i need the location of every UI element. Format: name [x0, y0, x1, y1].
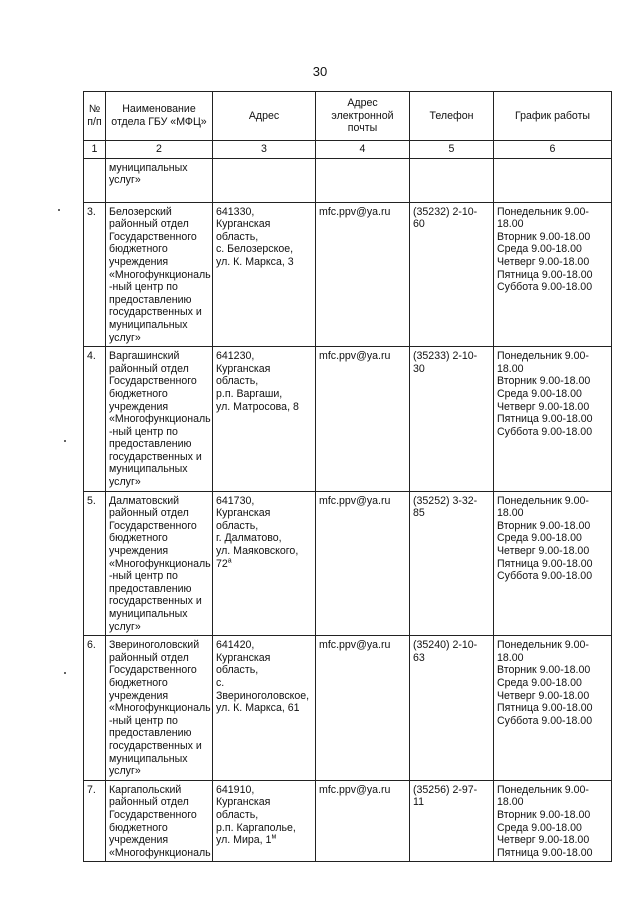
table-row — [84, 636, 612, 781]
cell-phone — [410, 780, 494, 862]
text-line: 6. — [87, 639, 96, 652]
text-line: районный отдел — [109, 796, 189, 809]
text-line: учреждения — [109, 400, 169, 413]
text-line: с. Белозерское, — [216, 243, 294, 256]
text-line: ул. Маяковского, — [216, 545, 299, 558]
text-line: mfc.ppv@ya.ru — [319, 205, 391, 218]
cell-phone — [410, 158, 494, 202]
text-line: Пятница 9.00-18.00 — [497, 413, 593, 426]
text-line: Понедельник 9.00- — [497, 783, 589, 796]
column-number: 5 — [410, 141, 494, 159]
superscript: м — [271, 833, 277, 841]
scan-mark — [64, 440, 66, 442]
text-line: 641420, — [216, 639, 255, 652]
header-row — [84, 92, 612, 141]
text-line: муниципальных — [109, 752, 188, 765]
text-line: Белозерский — [109, 205, 172, 218]
text-line: Наименование — [122, 103, 196, 116]
text-line: Курганская — [216, 796, 271, 809]
text-line: р.п. Варгаши, — [216, 387, 283, 400]
text-line: Четверг 9.00-18.00 — [497, 834, 590, 847]
text-line: Понедельник 9.00- — [497, 639, 589, 652]
text-line: (35233) 2-10- — [413, 350, 478, 363]
text-line: 18.00 — [497, 651, 524, 664]
text-line: государственных и — [109, 595, 202, 608]
text-line: Вторник 9.00-18.00 — [497, 230, 591, 243]
text-line: «Многофункциональ — [109, 702, 211, 715]
text-line: г. Далматово, — [216, 532, 282, 545]
cell-email — [316, 158, 410, 202]
cell-schedule — [494, 491, 612, 636]
page-number: 30 — [312, 64, 328, 79]
text-line: муниципальных — [109, 608, 188, 620]
text-line: 641730, — [216, 494, 255, 507]
text-line: Четверг 9.00-18.00 — [497, 689, 590, 702]
text-line: -ный центр по — [109, 570, 178, 583]
text-line: Пятница 9.00-18.00 — [497, 846, 593, 859]
text-line: Пятница 9.00-18.00 — [497, 557, 593, 570]
text-line: mfc.ppv@ya.ru — [319, 494, 391, 507]
text-line: Государственного — [109, 230, 197, 243]
text-line: -ный центр по — [109, 425, 178, 438]
text-line: услуг» — [109, 765, 141, 778]
column-number: 1 — [84, 141, 106, 159]
cell-phone — [410, 491, 494, 636]
text-line: почты — [347, 122, 378, 135]
text-line: Адрес — [347, 97, 378, 110]
cell-number — [84, 158, 106, 202]
text-line: Суббота 9.00-18.00 — [497, 714, 593, 727]
cell-address — [213, 636, 316, 781]
text-line: Суббота 9.00-18.00 — [497, 570, 593, 583]
text-line: «Многофункциональ — [109, 268, 211, 281]
text-line: 18.00 — [497, 218, 524, 231]
text-line: предоставлению — [109, 293, 192, 306]
cell-number — [84, 491, 106, 636]
text-line: 60 — [413, 218, 425, 231]
scan-mark — [64, 672, 66, 674]
text-line: Курганская — [216, 218, 271, 231]
cell-schedule — [494, 636, 612, 781]
text-line: услуг» — [109, 620, 141, 633]
cell-schedule — [494, 158, 612, 202]
cell-address — [213, 347, 316, 492]
text-line: бюджетного — [109, 676, 168, 689]
text-line: Пятница 9.00-18.00 — [497, 702, 593, 715]
cell-email — [316, 636, 410, 781]
text-line: 63 — [413, 651, 425, 664]
text-line: Понедельник 9.00- — [497, 350, 589, 363]
text-line: муниципальных — [109, 463, 188, 476]
text-line: Государственного — [109, 519, 197, 532]
cell-phone — [410, 636, 494, 781]
text-line: учреждения — [109, 689, 169, 702]
text-line: Суббота 9.00-18.00 — [497, 425, 593, 438]
text-line: 30 — [413, 362, 425, 375]
table-row — [84, 202, 612, 347]
continuation-row — [84, 158, 612, 202]
text-line: Государственного — [109, 375, 197, 388]
text-line: районный отдел — [109, 507, 189, 520]
text-line: Вторник 9.00-18.00 — [497, 375, 591, 388]
text-line: предоставлению — [109, 727, 192, 740]
header-department-name — [106, 92, 213, 141]
text-line: районный отдел — [109, 362, 189, 375]
text-line: ул. К. Маркса, 61 — [216, 702, 300, 715]
text-line: -ный центр по — [109, 714, 178, 727]
header-address — [213, 92, 316, 141]
text-line: 3. — [87, 205, 96, 218]
text-line: районный отдел — [109, 651, 189, 664]
text-line: услуг» — [109, 476, 141, 489]
text-line: (35232) 2-10- — [413, 205, 478, 218]
text-line: «Многофункциональ — [109, 557, 211, 570]
text-line: 641910, — [216, 783, 255, 796]
text-line: область, — [216, 808, 259, 821]
text-line: п/п — [87, 116, 102, 128]
text-line: Среда 9.00-18.00 — [497, 676, 582, 689]
text-line: бюджетного — [109, 532, 168, 545]
text-line: «Многофункциональ — [109, 846, 211, 859]
text-line: Среда 9.00-18.00 — [497, 532, 582, 545]
text-line: Суббота 9.00-18.00 — [497, 281, 593, 294]
text-line: Четверг 9.00-18.00 — [497, 400, 590, 413]
text-line: услуг» — [109, 174, 141, 187]
scan-mark — [58, 209, 60, 211]
column-number: 6 — [494, 141, 612, 159]
text-line: mfc.ppv@ya.ru — [319, 783, 391, 796]
cell-phone — [410, 202, 494, 347]
cell-department-name — [106, 202, 213, 347]
text-line: Пятница 9.00-18.00 — [497, 268, 593, 281]
cell-schedule — [494, 780, 612, 862]
cell-email — [316, 202, 410, 347]
text-line: Звериноголовское, — [216, 689, 310, 702]
cell-department-name — [106, 636, 213, 781]
text-line: предоставлению — [109, 438, 192, 451]
text-line: государственных и — [109, 739, 202, 752]
text-line: р.п. Каргаполье, — [216, 821, 296, 834]
cell-number — [84, 636, 106, 781]
cell-address — [213, 491, 316, 636]
text-line: (35240) 2-10- — [413, 639, 478, 652]
text-line: государственных и — [109, 306, 202, 319]
cell-phone — [410, 347, 494, 492]
text-line: ул. К. Маркса, 3 — [216, 255, 294, 268]
text-line: учреждения — [109, 255, 169, 268]
text-line: Далматовский — [109, 494, 180, 507]
cell-department-name — [106, 780, 213, 862]
text-line: 18.00 — [497, 362, 524, 375]
header-number — [84, 92, 106, 141]
cell-email — [316, 347, 410, 492]
cell-department-name — [106, 158, 213, 202]
text-line: услуг» — [109, 331, 141, 344]
text-line: 7. — [87, 783, 96, 796]
text-line: отдела ГБУ «МФЦ» — [111, 116, 207, 128]
text-line: Каргапольский — [109, 783, 182, 796]
cell-schedule — [494, 347, 612, 492]
text-line: Государственного — [109, 808, 197, 821]
text-line: Вторник 9.00-18.00 — [497, 808, 591, 821]
text-line: 4. — [87, 350, 96, 363]
cell-email — [316, 780, 410, 862]
text-line: муниципальных — [109, 161, 188, 174]
text-line: Телефон — [429, 109, 474, 122]
text-line: Адрес — [248, 109, 280, 122]
text-line: 18.00 — [497, 796, 524, 809]
cell-number — [84, 202, 106, 347]
header-schedule — [494, 92, 612, 141]
text-line: «Многофункциональ — [109, 413, 211, 426]
text-line: Курганская — [216, 507, 271, 520]
text-line: 5. — [87, 494, 96, 507]
text-line: Четверг 9.00-18.00 — [497, 255, 590, 268]
text-line: № — [88, 103, 101, 116]
mfc-departments-table — [83, 91, 612, 862]
text-line: область, — [216, 375, 259, 388]
cell-department-name — [106, 347, 213, 492]
text-line: Звериноголовский — [109, 639, 200, 652]
text-line: ул. Матросова, 8 — [216, 400, 299, 413]
text-line: -ный центр по — [109, 281, 178, 294]
text-line: Среда 9.00-18.00 — [497, 821, 582, 834]
text-line: $72^а$ — [216, 557, 232, 570]
text-line: учреждения — [109, 834, 169, 847]
column-number: 2 — [106, 141, 213, 159]
cell-address — [213, 158, 316, 202]
text-line: mfc.ppv@ya.ru — [319, 639, 391, 652]
cell-schedule — [494, 202, 612, 347]
text-line: область, — [216, 519, 259, 532]
text-line: Понедельник 9.00- — [497, 494, 589, 507]
column-number: 4 — [316, 141, 410, 159]
cell-address — [213, 780, 316, 862]
text-line: область, — [216, 664, 259, 677]
text-line: Курганская — [216, 651, 271, 664]
column-number: 3 — [213, 141, 316, 159]
text-line: (35256) 2-97- — [413, 783, 478, 796]
text-line: бюджетного — [109, 821, 168, 834]
text-line: область, — [216, 230, 259, 243]
text-line: Вторник 9.00-18.00 — [497, 664, 591, 677]
text-line: Среда 9.00-18.00 — [497, 387, 582, 400]
text-line: учреждения — [109, 545, 169, 558]
column-numbers-row — [84, 141, 612, 159]
cell-email — [316, 491, 410, 636]
text-line: Понедельник 9.00- — [497, 205, 589, 218]
text-line: График работы — [514, 109, 591, 122]
text-line: электронной — [331, 109, 394, 122]
text-line: Государственного — [109, 664, 197, 677]
text-line: предоставлению — [109, 582, 192, 595]
text-line: (35252) 3-32- — [413, 494, 478, 507]
text-line: Варгашинский — [109, 350, 180, 363]
text-line: Курганская — [216, 362, 271, 375]
text-line: муниципальных — [109, 318, 188, 331]
text-line: 85 — [413, 507, 425, 520]
superscript: а — [227, 557, 232, 565]
text-line: Среда 9.00-18.00 — [497, 243, 582, 256]
table-row — [84, 491, 612, 636]
cell-number — [84, 347, 106, 492]
text-line: бюджетного — [109, 387, 168, 400]
text-line: mfc.ppv@ya.ru — [319, 350, 391, 363]
table-row — [84, 780, 612, 862]
cell-number — [84, 780, 106, 862]
text-line: 641230, — [216, 350, 255, 363]
text-line: ул. Мира, $1^м$ — [216, 833, 277, 847]
text-line: Четверг 9.00-18.00 — [497, 545, 590, 558]
text-line: государственных и — [109, 450, 202, 463]
text-line: районный отдел — [109, 218, 189, 231]
cell-department-name — [106, 491, 213, 636]
text-line: 11 — [413, 796, 424, 809]
table-row — [84, 347, 612, 492]
text-line: 641330, — [216, 205, 255, 218]
text-line: 18.00 — [497, 507, 524, 520]
header-email — [316, 92, 410, 141]
text-line: Вторник 9.00-18.00 — [497, 519, 591, 532]
text-line: бюджетного — [109, 243, 168, 256]
cell-address — [213, 202, 316, 347]
header-phone — [410, 92, 494, 141]
text-line: с. — [216, 676, 225, 689]
